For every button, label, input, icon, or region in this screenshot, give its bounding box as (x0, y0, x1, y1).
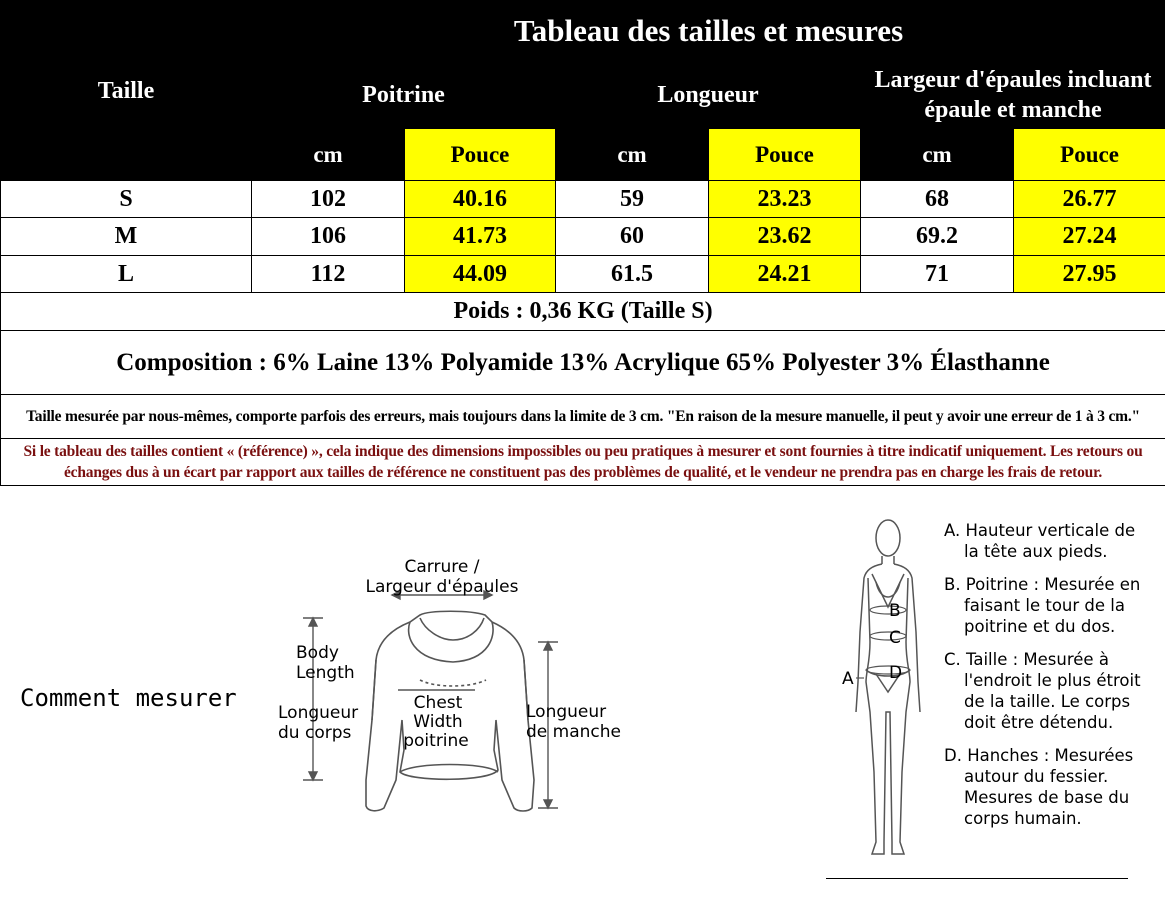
group-poitrine: Poitrine (252, 62, 556, 129)
table-row (1, 256, 1165, 293)
group-longueur: Longueur (556, 62, 861, 129)
arrow-up-icon (544, 642, 552, 650)
legend-item-b: B. Poitrine : Mesurée en faisant le tour de la poitrine et du dos. (944, 575, 1141, 636)
reference-note: Si le tableau des tailles contient « (référence) », cela indique des dimensions impossibles ou peu pratiques à mesurer et sont fournies à titre indicatif uniquement. Les retours ou échanges dus à un écart par rapport aux tailles de référence ne constituent pas des problèmes de qualité, et le vendeur ne prendra pas en charge les frais de retour. (1, 439, 1165, 486)
group-largeur-epaules: Largeur d'épaules incluant épaule et manche (861, 62, 1165, 129)
body-length-label: Body (296, 643, 339, 663)
shoulder-label: Carrure / (404, 557, 480, 577)
value-cell: 71 (861, 256, 1014, 293)
value-cell: 40.16 (405, 181, 556, 218)
how-to-measure-label: Comment mesurer (20, 684, 237, 712)
figure-label-b: B (889, 601, 901, 621)
chest-label: Width (413, 712, 463, 732)
garment-diagram (270, 550, 640, 820)
hip-measure-ellipse (866, 666, 910, 674)
size-header: Taille (1, 1, 252, 181)
value-cell: 60 (556, 218, 709, 256)
arrow-down-icon (309, 772, 317, 780)
value-cell: 61.5 (556, 256, 709, 293)
unit-pouce: Pouce (1014, 129, 1165, 181)
legend-item-c: C. Taille : Mesurée à l'endroit le plus étroit de la taille. Le corps doit être détendu. (944, 650, 1141, 732)
unit-cm: cm (861, 129, 1014, 181)
legend-item-a: A. Hauteur verticale de la tête aux pieds. (944, 521, 1136, 561)
value-cell: 23.23 (709, 181, 861, 218)
human-figure-icon (856, 520, 920, 854)
legend-item-d: D. Hanches : Mesurées autour du fessier. Mesures de base du corps humain. (944, 746, 1134, 828)
unit-pouce: Pouce (405, 129, 556, 181)
value-cell: 102 (252, 181, 405, 218)
figure-label-d: D (889, 663, 903, 683)
body-diagram (836, 512, 936, 872)
weight-row: Poids : 0,36 KG (Taille S) (1, 293, 1165, 331)
body-length-label: Length (296, 663, 355, 683)
composition-row: Composition : 6% Laine 13% Polyamide 13% Acrylique 65% Polyester 3% Élasthanne (1, 331, 1165, 395)
value-cell: 59 (556, 181, 709, 218)
divider (826, 878, 1128, 879)
value-cell: 23.62 (709, 218, 861, 256)
size-cell: L (1, 256, 252, 293)
value-cell: 24.21 (709, 256, 861, 293)
value-cell: 27.24 (1014, 218, 1165, 256)
shoulder-label: Largeur d'épaules (365, 577, 519, 597)
table-title: Tableau des tailles et mesures (252, 1, 1165, 62)
size-cell: M (1, 218, 252, 256)
sleeve-label: Longueur (526, 702, 607, 722)
figure-label-a: A (842, 669, 854, 689)
measurement-note: Taille mesurée par nous-mêmes, comporte parfois des erreurs, mais toujours dans la limite de 3 cm. "En raison de la mesure manuelle, il peut y avoir une erreur de 1 à 3 cm." (1, 395, 1165, 439)
unit-pouce: Pouce (709, 129, 861, 181)
value-cell: 41.73 (405, 218, 556, 256)
arrow-down-icon (544, 800, 552, 808)
table-row (1, 181, 1165, 218)
body-length-fr-label: Longueur (278, 703, 359, 723)
value-cell: 27.95 (1014, 256, 1165, 293)
arrow-up-icon (309, 618, 317, 626)
chest-label: poitrine (403, 731, 469, 751)
value-cell: 26.77 (1014, 181, 1165, 218)
value-cell: 69.2 (861, 218, 1014, 256)
table-row (1, 218, 1165, 256)
chest-label: Chest (413, 693, 463, 713)
size-cell: S (1, 181, 252, 218)
value-cell: 112 (252, 256, 405, 293)
value-cell: 44.09 (405, 256, 556, 293)
value-cell: 68 (861, 181, 1014, 218)
measurement-legend (944, 520, 1154, 841)
unit-cm: cm (252, 129, 405, 181)
body-length-fr-label: du corps (278, 723, 352, 743)
unit-cm: cm (556, 129, 709, 181)
sleeve-label: de manche (526, 722, 621, 742)
figure-label-c: C (889, 628, 901, 648)
value-cell: 106 (252, 218, 405, 256)
